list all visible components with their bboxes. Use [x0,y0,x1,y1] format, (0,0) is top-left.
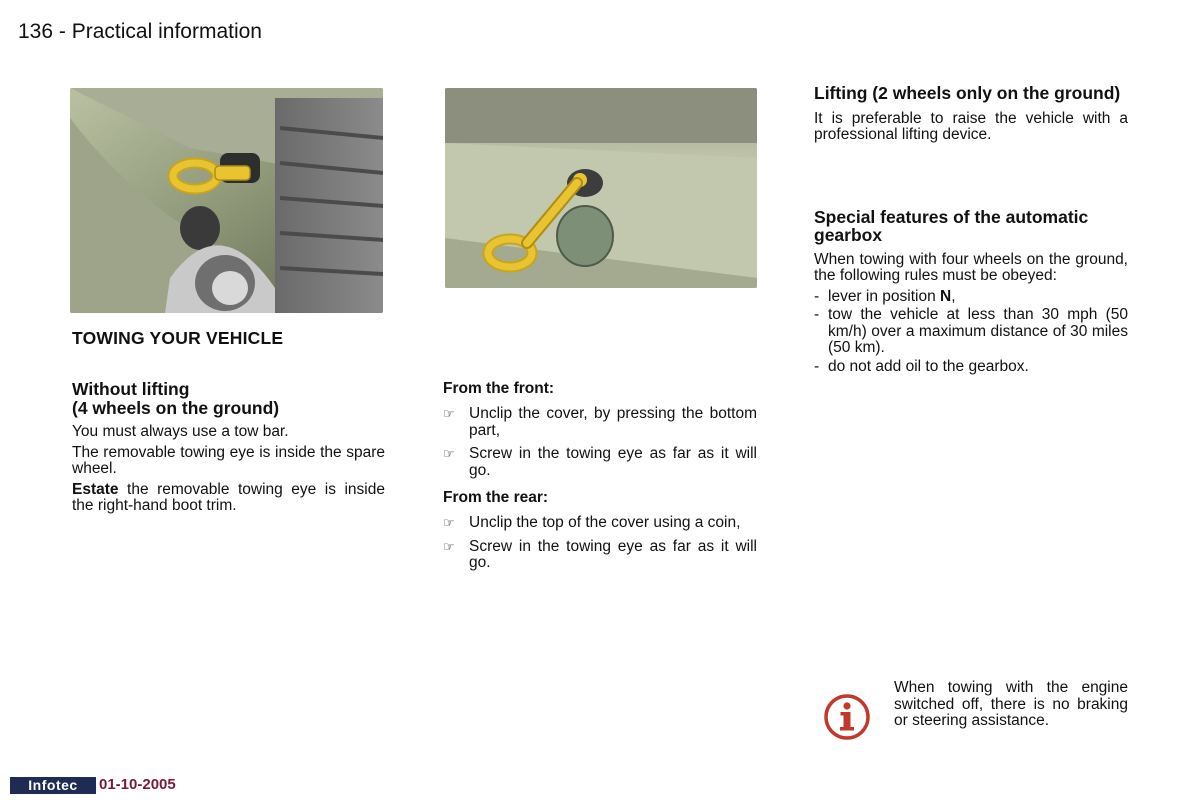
pointing-hand-icon: ☞ [443,406,455,421]
without-lifting-line1: Without lifting [72,379,190,399]
rule2-text: tow the vehicle at less than 30 mph (50 km/h) over a maximum distance of 30 miles (50 km). [828,306,1128,356]
dash-marker: - [814,306,820,323]
engine-off-warning: When towing with the engine switched off, there is no braking or steering assistance. [894,679,1128,729]
automatic-gearbox-heading: Special features of the automatic gearbox [814,206,1089,245]
front-step [443,446,757,479]
automatic-gearbox-intro: When towing with four wheels on the ground, the following rules must be obeyed: [814,250,1128,284]
dash-marker: - [814,287,820,305]
info-icon [822,692,872,742]
page-number: 136 [18,20,54,43]
gearbox-rule [814,359,1128,376]
header-separator: - [58,20,66,43]
front-step-text: Unclip the cover, by pressing the bottom part, [469,405,757,439]
towing-eye-location-text: The removable towing eye is inside the spare wheel. [72,443,385,477]
dash-marker: - [814,357,820,375]
from-rear-heading: From the rear: [443,489,549,506]
page-header [18,20,262,44]
without-lifting-heading [72,380,279,417]
rule1-text: lever in position [828,287,941,305]
front-step [443,406,757,439]
estate-label: Estate [72,480,119,498]
rear-step-text: Unclip the top of the cover using a coin, [469,514,741,531]
front-towing-eye-illustration [70,88,383,313]
rear-step [443,515,757,532]
rule3-text: do not add oil to the gearbox. [828,357,1029,375]
rear-step [443,539,757,572]
left-column-body [72,424,385,515]
estate-rest: the removable towing eye is inside the right-hand boot trim. [72,480,385,514]
tow-bar-text: You must always use a tow bar. [72,423,289,440]
lifting-heading: Lifting (2 wheels only on the ground) [814,83,1121,103]
rear-step-text: Screw in the towing eye as far as it will go. [469,537,757,571]
lifting-text: It is preferable to raise the vehicle with a professional lifting device. [814,109,1128,143]
pointing-hand-icon: ☞ [443,446,455,461]
front-step-text: Screw in the towing eye as far as it will go. [469,445,757,479]
middle-column [443,380,757,579]
gearbox-rule [814,307,1128,357]
footer-date: 01-10-2005 [99,776,176,793]
without-lifting-line2: (4 wheels on the ground) [72,397,280,418]
from-front-heading: From the front: [443,380,555,397]
section-title: Practical information [71,20,262,43]
estate-text [72,482,385,515]
pointing-hand-icon: ☞ [443,515,455,530]
infotec-logo: Infotec [10,777,96,794]
pointing-hand-icon: ☞ [443,538,455,554]
rule1-bold: N [940,287,952,305]
rear-towing-eye-illustration [445,88,757,288]
gearbox-rule [814,289,1128,306]
towing-title: TOWING YOUR VEHICLE [72,328,284,348]
rule1-end: , [951,287,956,305]
right-column [814,84,1128,375]
